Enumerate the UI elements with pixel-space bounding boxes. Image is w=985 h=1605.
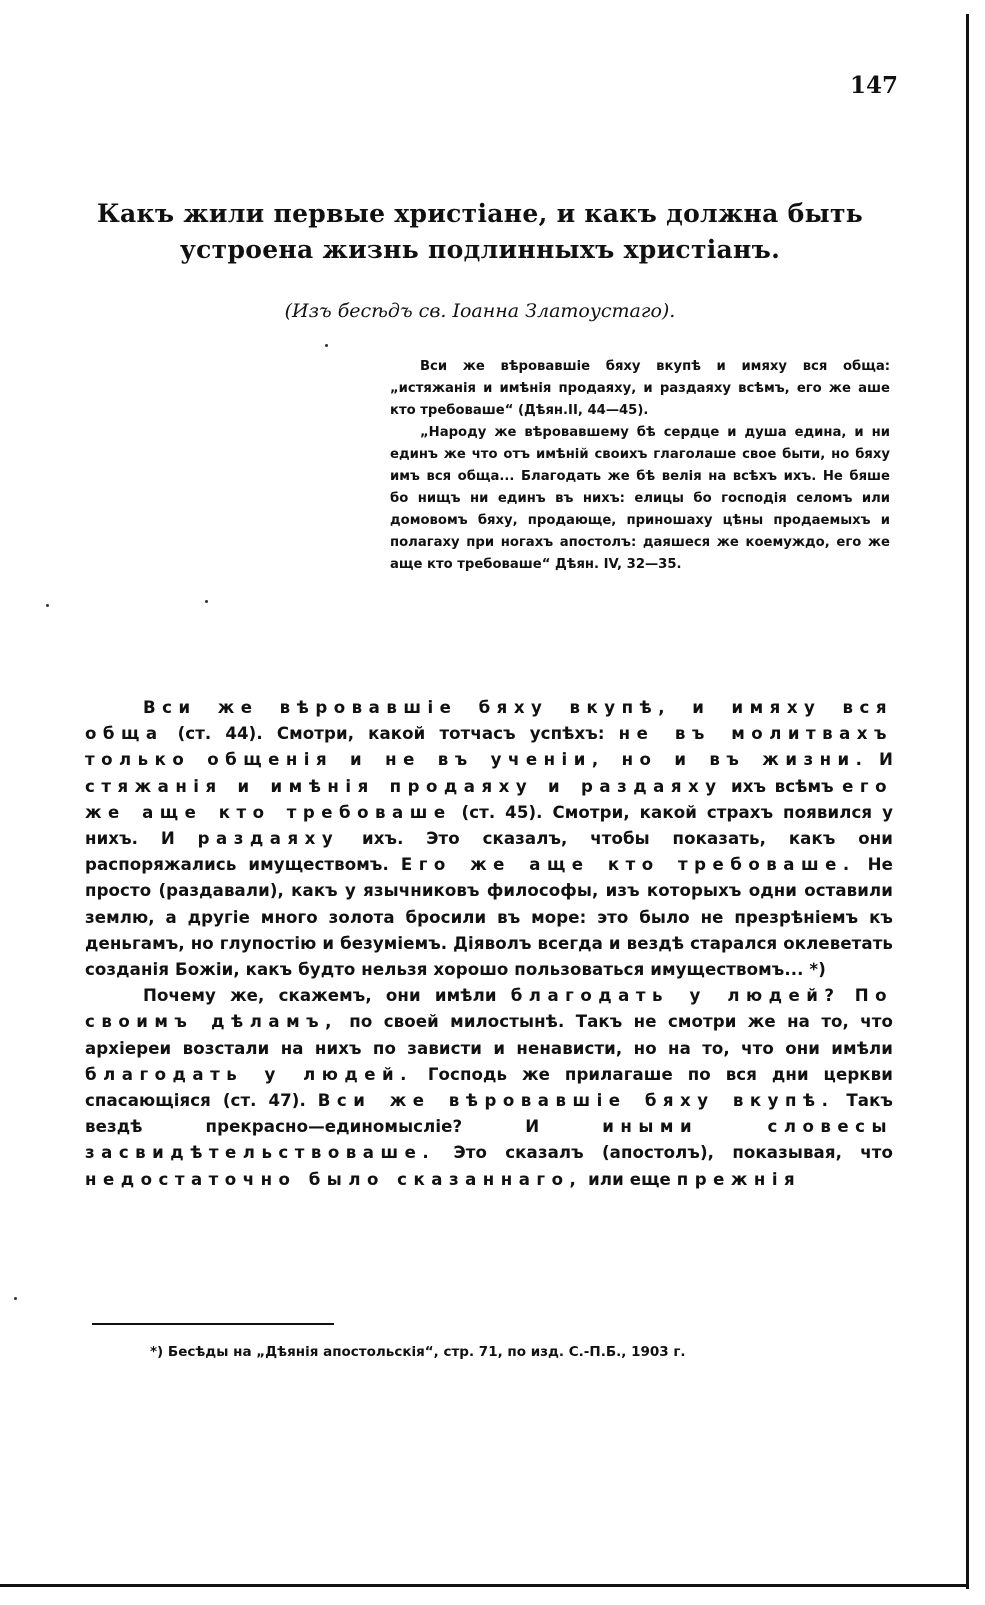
page-border-bottom [0,1584,969,1587]
text-span: ихъ всѣмъ [722,776,843,796]
body-paragraph-1 [85,695,893,983]
scripture-quote: Вси же вѣровавшіе бяху вкупѣ. [317,1091,835,1111]
emphasis-span: прежнія [676,1169,802,1189]
scripture-quote: стяжанія и имѣнія продаяху и раздаяху [85,776,723,796]
body-text [85,695,893,1193]
subtitle: (Изъ бесѣдъ св. Іоанна Златоустаго). [284,300,676,322]
page-number: 147 [849,72,898,99]
text-span: Это сказалъ (апостолъ), показывая, что [435,1143,893,1163]
text-span: (ст. 45). Смотри, какой страхъ появился у нихъ. И [85,802,893,849]
text-span: Господь же прилагаше по вся дни церкви спасающіяся (ст. 47). [85,1064,893,1111]
scripture-quote: раздаяху [197,829,340,849]
scripture-quote: По своимъ дѣламъ, [85,986,893,1032]
text-span: Почему же, скажемъ, они имѣли [143,986,511,1006]
scan-speck [325,344,328,347]
text-span: ихъ. Это сказалъ, чтобы показать, какъ они распоряжались имуществомъ. [85,829,894,875]
text-span: Не просто (раздавали), какъ у язычниковъ философы, изъ которыхъ одни оставили землю, а другіе много золота бросили въ море: это было не презрѣніемъ къ деньгамъ, но глупостію и безуміемъ. Діяволъ всегда и вездѣ старался оклеветать созданія Божіи, какъ будто нельзя хорошо пользоваться имуществомъ... *) [85,855,893,980]
emphasis-span: не въ молитвахъ только общенія и не въ ученіи, но и въ жизни. [85,724,893,770]
scan-speck [14,1297,17,1300]
text-span: И [868,750,893,770]
text-span: или еще [582,1169,677,1189]
text-span: по своей милостынѣ. Такъ не смотри же на то, что архіереи возстали на нихъ по зависти и ненависти, но на то, что они имѣли [85,1012,893,1058]
scripture-quote: иными словесы засвидѣтельствоваше. [85,1117,893,1163]
scripture-quote: благодать у людей. [85,1064,413,1084]
body-paragraph-2 [85,983,893,1193]
scripture-quote: Вси же вѣровавшіе бяху вкупѣ, и имяху вся обща [85,698,893,744]
text-span: Такъ вездѣ прекрасно—единомысліе? И [85,1091,894,1137]
scan-speck [46,604,49,607]
emphasis-span: недостаточно было сказаннаго, [85,1169,583,1189]
epigraph-paragraph-1: Вси же вѣровавшіе бяху вкупѣ и имяху вся обща: „истяжанія и имѣнія продаяху, и раздаяху всѣмъ, его же аше кто требоваше“ (Дѣян.II, 44—45). [390,359,890,418]
page-title [60,196,900,268]
epigraph-paragraph-2: „Народу же вѣровавшему бѣ сердце и душа едина, и ни единъ же что отъ имѣній своихъ глаголаше свое быти, но бяху имъ вся обща... Благодать же бѣ велія на всѣхъ ихъ. Не бяше бо нищъ ни единъ въ нихъ: елицы бо господія селомъ или домовомъ бяху, продающе, приношаху цѣны продаемыхъ и полагаху при ногахъ апостолъ: даяшеся же коемуждо, его же аще кто требоваше“ Дѣян. IV, 32—35. [390,425,890,572]
epigraph [390,356,890,576]
scan-speck [205,600,208,603]
footnote: *) Бесѣды на „Дѣянія апостольскія“, стр. 71, по изд. С.-П.Б., 1903 г. [150,1344,686,1360]
title-line-2: устроена жизнь подлинныхъ христіанъ. [179,235,781,264]
page-border-right [966,14,969,1589]
scripture-quote: его же аще кто требоваше [85,776,893,822]
text-span: (ст. 44). Смотри, какой тотчасъ успѣхъ: [163,724,619,744]
scripture-quote: Его же аще кто требоваше. [400,855,856,875]
title-line-1: Какъ жили первые христіане, и какъ должна быть [96,199,864,228]
text-span [841,986,855,1005]
scripture-quote: благодать у людей? [510,986,841,1006]
footnote-rule [92,1323,334,1325]
